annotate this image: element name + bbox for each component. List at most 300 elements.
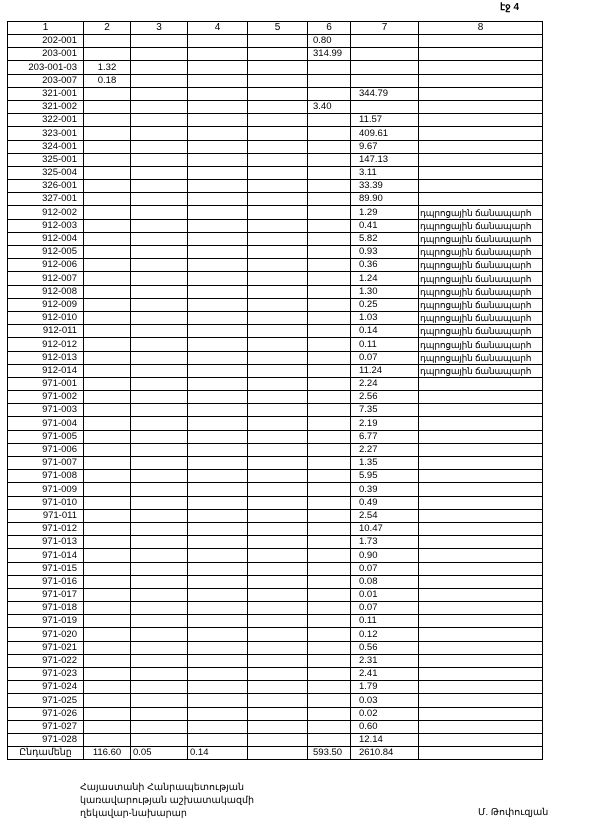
table-cell xyxy=(131,325,188,338)
table-cell xyxy=(188,733,248,746)
table-cell xyxy=(248,575,308,588)
table-cell: դպրոցային ճանապարհ xyxy=(419,325,543,338)
table-cell: 0.11 xyxy=(351,615,419,628)
table-cell xyxy=(188,509,248,522)
table-cell xyxy=(131,61,188,74)
table-cell xyxy=(419,747,543,760)
table-cell xyxy=(248,206,308,219)
table-cell: 10.47 xyxy=(351,522,419,535)
table-cell xyxy=(131,522,188,535)
table-cell xyxy=(188,246,248,259)
table-cell xyxy=(248,180,308,193)
table-cell xyxy=(188,127,248,140)
table-cell xyxy=(351,74,419,87)
table-cell xyxy=(84,443,131,456)
table-cell xyxy=(131,272,188,285)
table-cell: 912-008 xyxy=(8,285,84,298)
footer-line: կառավարության աշխատակազմի xyxy=(80,795,255,806)
table-cell xyxy=(308,127,351,140)
table-cell xyxy=(84,549,131,562)
table-cell: 12.14 xyxy=(351,733,419,746)
table-cell xyxy=(131,206,188,219)
table-cell xyxy=(248,509,308,522)
table-cell: 321-002 xyxy=(8,100,84,113)
table-cell xyxy=(419,74,543,87)
table-cell xyxy=(131,641,188,654)
table-cell xyxy=(188,298,248,311)
table-cell: 971-011 xyxy=(8,509,84,522)
table-cell xyxy=(188,496,248,509)
table-cell xyxy=(84,219,131,232)
table-cell xyxy=(308,668,351,681)
table-cell xyxy=(248,747,308,760)
table-row xyxy=(8,153,543,166)
table-cell: 0.93 xyxy=(351,246,419,259)
table-cell xyxy=(248,404,308,417)
table-cell: 202-001 xyxy=(8,35,84,48)
table-cell xyxy=(248,562,308,575)
table-row xyxy=(8,549,543,562)
table-cell xyxy=(84,404,131,417)
table-cell xyxy=(188,166,248,179)
table-cell xyxy=(248,232,308,245)
table-cell: 0.41 xyxy=(351,219,419,232)
table-cell: դպրոցային ճանապարհ xyxy=(419,246,543,259)
table-cell xyxy=(419,641,543,654)
table-cell xyxy=(131,549,188,562)
table-cell: 325-004 xyxy=(8,166,84,179)
table-cell: 971-002 xyxy=(8,391,84,404)
table-cell xyxy=(131,87,188,100)
table-cell: 11.57 xyxy=(351,114,419,127)
table-cell xyxy=(131,259,188,272)
table-cell: դպրոցային ճանապարհ xyxy=(419,232,543,245)
table-cell xyxy=(188,654,248,667)
column-header: 6 xyxy=(308,22,351,35)
column-header: 4 xyxy=(188,22,248,35)
table-cell: 971-006 xyxy=(8,443,84,456)
table-cell xyxy=(188,193,248,206)
table-cell: 0.60 xyxy=(351,720,419,733)
table-cell xyxy=(248,74,308,87)
table-cell: 11.24 xyxy=(351,364,419,377)
table-cell xyxy=(419,61,543,74)
table-cell xyxy=(308,404,351,417)
table-cell xyxy=(84,509,131,522)
table-cell xyxy=(131,285,188,298)
table-cell xyxy=(248,311,308,324)
table-cell xyxy=(84,391,131,404)
table-cell xyxy=(84,193,131,206)
table-cell xyxy=(188,549,248,562)
table-row xyxy=(8,338,543,351)
table-cell xyxy=(84,232,131,245)
table-row xyxy=(8,562,543,575)
table-cell xyxy=(131,575,188,588)
column-header: 2 xyxy=(84,22,131,35)
table-cell xyxy=(248,364,308,377)
table-cell: 0.49 xyxy=(351,496,419,509)
table-cell xyxy=(84,285,131,298)
table-cell xyxy=(131,602,188,615)
table-cell xyxy=(188,430,248,443)
table-cell xyxy=(131,338,188,351)
table-row xyxy=(8,48,543,61)
table-row xyxy=(8,483,543,496)
table-cell: 971-003 xyxy=(8,404,84,417)
table-cell xyxy=(188,61,248,74)
table-cell: 325-001 xyxy=(8,153,84,166)
table-row xyxy=(8,206,543,219)
table-row xyxy=(8,668,543,681)
table-cell xyxy=(419,720,543,733)
table-cell xyxy=(248,430,308,443)
table-cell xyxy=(188,285,248,298)
table-row xyxy=(8,61,543,74)
table-cell xyxy=(248,259,308,272)
table-cell xyxy=(188,364,248,377)
column-header: 7 xyxy=(351,22,419,35)
table-row xyxy=(8,733,543,746)
table-cell xyxy=(419,483,543,496)
table-cell xyxy=(131,48,188,61)
table-cell xyxy=(308,496,351,509)
table-cell xyxy=(248,219,308,232)
table-cell xyxy=(131,74,188,87)
table-row xyxy=(8,127,543,140)
table-cell xyxy=(419,87,543,100)
table-cell xyxy=(308,417,351,430)
table-cell xyxy=(84,720,131,733)
table-cell xyxy=(308,153,351,166)
table-cell: 321-001 xyxy=(8,87,84,100)
table-cell xyxy=(419,522,543,535)
table-cell: 0.14 xyxy=(188,747,248,760)
column-header: 1 xyxy=(8,22,84,35)
table-cell xyxy=(188,562,248,575)
table-cell xyxy=(131,457,188,470)
table-cell xyxy=(188,681,248,694)
table-cell xyxy=(188,720,248,733)
table-cell xyxy=(308,720,351,733)
table-cell: 89.90 xyxy=(351,193,419,206)
table-cell: 5.95 xyxy=(351,470,419,483)
table-cell: 0.56 xyxy=(351,641,419,654)
table-cell xyxy=(308,311,351,324)
table-cell xyxy=(131,351,188,364)
table-cell xyxy=(84,48,131,61)
table-cell xyxy=(131,615,188,628)
table-cell xyxy=(84,206,131,219)
table-cell xyxy=(131,628,188,641)
table-cell: 203-001 xyxy=(8,48,84,61)
table-cell: 971-018 xyxy=(8,602,84,615)
table-cell xyxy=(248,654,308,667)
table-cell xyxy=(419,48,543,61)
table-cell xyxy=(131,114,188,127)
table-row xyxy=(8,457,543,470)
table-cell xyxy=(419,654,543,667)
table-cell: 2.24 xyxy=(351,377,419,390)
table-cell xyxy=(188,602,248,615)
land-parcel-table xyxy=(7,21,543,760)
table-cell: 971-001 xyxy=(8,377,84,390)
table-cell xyxy=(248,588,308,601)
table-cell: 2.19 xyxy=(351,417,419,430)
table-cell: 0.12 xyxy=(351,628,419,641)
table-row xyxy=(8,100,543,113)
table-cell xyxy=(351,61,419,74)
table-cell xyxy=(188,259,248,272)
table-cell xyxy=(131,246,188,259)
table-cell xyxy=(84,681,131,694)
table-cell: 0.11 xyxy=(351,338,419,351)
table-cell xyxy=(419,100,543,113)
table-cell xyxy=(308,377,351,390)
footer-line: Հայաստանի Հանրապետության xyxy=(80,782,244,793)
table-cell xyxy=(308,206,351,219)
table-cell: դպրոցային ճանապարհ xyxy=(419,364,543,377)
table-cell xyxy=(131,707,188,720)
table-cell xyxy=(419,615,543,628)
table-row xyxy=(8,87,543,100)
table-cell xyxy=(248,140,308,153)
table-cell: 0.80 xyxy=(308,35,351,48)
table-cell: դպրոցային ճանապարհ xyxy=(419,298,543,311)
table-cell: 912-012 xyxy=(8,338,84,351)
table-cell xyxy=(84,180,131,193)
table-cell xyxy=(351,35,419,48)
table-cell: 593.50 xyxy=(308,747,351,760)
table-cell: 971-020 xyxy=(8,628,84,641)
table-cell xyxy=(188,536,248,549)
table-cell: 322-001 xyxy=(8,114,84,127)
table-cell: 971-027 xyxy=(8,720,84,733)
table-cell xyxy=(84,628,131,641)
table-cell xyxy=(308,364,351,377)
table-cell xyxy=(84,166,131,179)
table-cell xyxy=(188,694,248,707)
table-cell xyxy=(131,166,188,179)
table-cell xyxy=(188,443,248,456)
table-cell xyxy=(308,259,351,272)
table-cell xyxy=(248,733,308,746)
table-cell: 1.30 xyxy=(351,285,419,298)
page-number-label: էջ 4 xyxy=(500,2,520,13)
table-cell xyxy=(351,100,419,113)
table-cell xyxy=(131,100,188,113)
table-cell: 912-005 xyxy=(8,246,84,259)
table-row xyxy=(8,166,543,179)
table-cell xyxy=(308,615,351,628)
table-row xyxy=(8,259,543,272)
table-row xyxy=(8,74,543,87)
table-cell xyxy=(131,404,188,417)
table-cell xyxy=(308,588,351,601)
table-cell xyxy=(188,470,248,483)
table-cell xyxy=(308,74,351,87)
table-cell xyxy=(308,298,351,311)
table-cell: դպրոցային ճանապարհ xyxy=(419,206,543,219)
table-cell xyxy=(188,311,248,324)
table-cell: 0.07 xyxy=(351,351,419,364)
table-row xyxy=(8,180,543,193)
table-cell xyxy=(308,166,351,179)
table-row xyxy=(8,311,543,324)
table-cell: 326-001 xyxy=(8,180,84,193)
table-cell: 912-009 xyxy=(8,298,84,311)
table-cell: 2610.84 xyxy=(351,747,419,760)
table-cell xyxy=(248,522,308,535)
table-cell xyxy=(308,457,351,470)
table-cell xyxy=(188,377,248,390)
table-cell xyxy=(84,364,131,377)
table-cell xyxy=(188,206,248,219)
table-row xyxy=(8,364,543,377)
table-cell xyxy=(131,720,188,733)
table-cell: 971-012 xyxy=(8,522,84,535)
table-cell xyxy=(308,285,351,298)
table-cell: դպրոցային ճանապարհ xyxy=(419,259,543,272)
table-cell: 971-019 xyxy=(8,615,84,628)
table-cell: 1.73 xyxy=(351,536,419,549)
table-row xyxy=(8,35,543,48)
table-cell xyxy=(419,127,543,140)
table-cell xyxy=(248,536,308,549)
table-cell: 971-025 xyxy=(8,694,84,707)
table-cell xyxy=(248,457,308,470)
table-row xyxy=(8,470,543,483)
table-cell: 971-005 xyxy=(8,430,84,443)
table-cell xyxy=(248,35,308,48)
table-cell: 912-004 xyxy=(8,232,84,245)
table-cell: 971-007 xyxy=(8,457,84,470)
table-cell xyxy=(188,417,248,430)
table-cell: 33.39 xyxy=(351,180,419,193)
table-cell xyxy=(308,430,351,443)
table-cell: 0.90 xyxy=(351,549,419,562)
table-cell xyxy=(308,641,351,654)
table-cell: դպրոցային ճանապարհ xyxy=(419,351,543,364)
table-cell xyxy=(248,470,308,483)
table-cell xyxy=(131,417,188,430)
table-cell xyxy=(84,588,131,601)
table-cell xyxy=(84,127,131,140)
table-cell xyxy=(188,325,248,338)
table-cell xyxy=(308,602,351,615)
table-cell xyxy=(419,35,543,48)
table-cell xyxy=(188,404,248,417)
table-cell xyxy=(84,575,131,588)
table-cell xyxy=(131,219,188,232)
table-cell xyxy=(188,140,248,153)
table-cell xyxy=(419,391,543,404)
table-cell xyxy=(248,61,308,74)
table-cell xyxy=(84,417,131,430)
table-cell: 971-014 xyxy=(8,549,84,562)
table-row xyxy=(8,641,543,654)
table-cell: 0.18 xyxy=(84,74,131,87)
table-cell: 344.79 xyxy=(351,87,419,100)
table-row xyxy=(8,272,543,285)
table-cell xyxy=(308,351,351,364)
table-cell xyxy=(248,325,308,338)
table-cell xyxy=(248,338,308,351)
table-cell: 912-006 xyxy=(8,259,84,272)
table-cell xyxy=(248,246,308,259)
table-row xyxy=(8,246,543,259)
table-cell xyxy=(248,668,308,681)
table-cell xyxy=(131,654,188,667)
table-cell xyxy=(188,668,248,681)
table-cell: 6.77 xyxy=(351,430,419,443)
table-cell: 1.35 xyxy=(351,457,419,470)
table-row xyxy=(8,404,543,417)
table-cell: 912-014 xyxy=(8,364,84,377)
table-cell xyxy=(84,311,131,324)
table-row xyxy=(8,140,543,153)
table-cell xyxy=(308,180,351,193)
table-cell xyxy=(84,100,131,113)
table-cell xyxy=(419,707,543,720)
table-cell xyxy=(248,285,308,298)
footer-title-block xyxy=(80,781,254,820)
table-cell: 0.14 xyxy=(351,325,419,338)
table-cell xyxy=(419,602,543,615)
table-cell: 2.31 xyxy=(351,654,419,667)
table-row xyxy=(8,575,543,588)
table-cell xyxy=(308,628,351,641)
table-cell: 0.07 xyxy=(351,562,419,575)
table-cell: 0.07 xyxy=(351,602,419,615)
table-cell xyxy=(84,536,131,549)
table-cell xyxy=(131,733,188,746)
table-cell xyxy=(84,35,131,48)
table-cell xyxy=(131,232,188,245)
table-cell xyxy=(84,457,131,470)
table-cell xyxy=(419,193,543,206)
table-cell xyxy=(84,114,131,127)
table-cell xyxy=(84,562,131,575)
table-cell xyxy=(188,391,248,404)
table-cell: 203-001-03 xyxy=(8,61,84,74)
table-cell xyxy=(419,430,543,443)
table-cell xyxy=(188,219,248,232)
table-cell xyxy=(131,193,188,206)
table-cell xyxy=(419,166,543,179)
table-cell xyxy=(308,549,351,562)
table-cell xyxy=(188,153,248,166)
table-cell xyxy=(131,391,188,404)
table-header-row xyxy=(8,22,543,35)
table-cell xyxy=(188,272,248,285)
table-row xyxy=(8,615,543,628)
table-cell: 314.99 xyxy=(308,48,351,61)
table-cell xyxy=(84,668,131,681)
table-row xyxy=(8,522,543,535)
table-cell xyxy=(84,522,131,535)
table-cell: 912-010 xyxy=(8,311,84,324)
table-cell xyxy=(248,87,308,100)
table-cell: 2.56 xyxy=(351,391,419,404)
table-cell xyxy=(84,272,131,285)
table-cell xyxy=(308,232,351,245)
table-row xyxy=(8,720,543,733)
table-cell xyxy=(248,641,308,654)
table-cell xyxy=(188,457,248,470)
table-cell xyxy=(248,720,308,733)
table-row xyxy=(8,351,543,364)
